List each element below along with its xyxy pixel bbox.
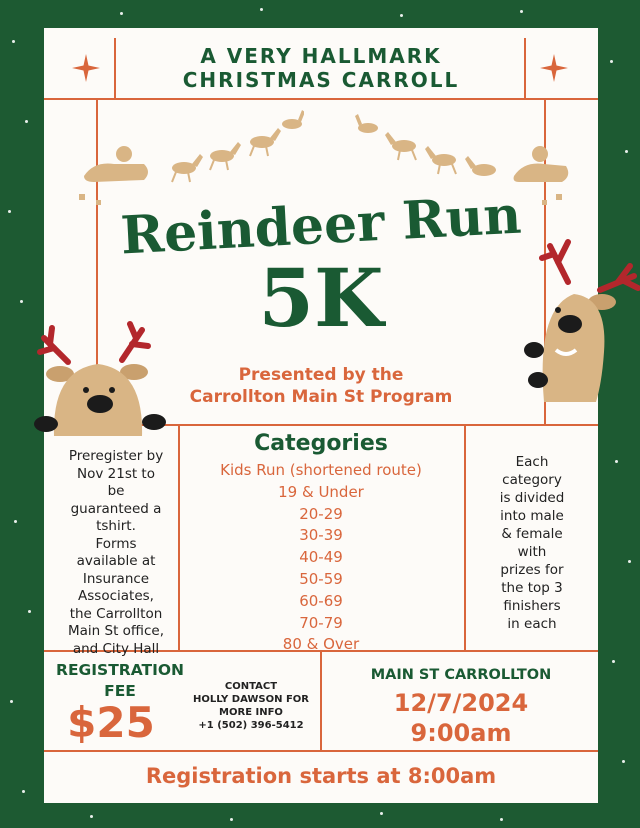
frame-line — [464, 424, 466, 650]
preregister-note: Preregister by Nov 21st to be guaranteed a tshirt. Forms available at Insurance Associates, the Carrollton Main St office, and City Hall — [67, 448, 164, 657]
list-item: 80 & Over — [282, 635, 360, 654]
reindeer-peeking-icon — [522, 232, 640, 402]
list-item: 20-29 — [299, 504, 343, 523]
event-time: 9:00am — [410, 719, 512, 747]
distance-label: 5K — [258, 251, 384, 345]
contact-info: CONTACT HOLLY DAWSON FOR MORE INFO +1 (502) 396-5412 — [193, 681, 309, 731]
list-item: 50-59 — [299, 569, 343, 588]
santa-sleigh-icon — [74, 106, 304, 206]
categories-heading: Categories — [254, 431, 388, 456]
categories-list — [184, 460, 458, 656]
event-venue: MAIN ST CARROLLTON — [370, 667, 552, 683]
registration-start-note: Registration starts at 8:00am — [145, 764, 497, 788]
presented-by: Presented by the Carrollton Main St Program — [189, 365, 453, 407]
registration-fee-label: REGISTRATION FEE — [56, 661, 184, 700]
reindeer-peeking-icon — [30, 316, 170, 436]
event-date: 12/7/2024 — [393, 689, 529, 717]
list-item: 30-39 — [299, 526, 343, 545]
frame-line — [44, 750, 598, 752]
list-item: Kids Run (shortened route) — [220, 461, 422, 479]
registration-fee-amount: $25 — [67, 698, 155, 747]
division-note: Each category is divided into male & female with prizes for the top 3 finishers in each — [499, 454, 565, 632]
list-item: 19 & Under — [278, 482, 364, 501]
list-item: 40-49 — [299, 548, 343, 567]
frame-line — [44, 98, 598, 100]
event-title: Reindeer Run — [119, 184, 523, 267]
list-item: 70-79 — [299, 613, 343, 632]
sparkle-star-icon — [540, 54, 568, 82]
header-title: A VERY HALLMARK CHRISTMAS CARROLL — [182, 44, 460, 92]
list-item: 60-69 — [299, 591, 343, 610]
sparkle-star-icon — [72, 54, 100, 82]
